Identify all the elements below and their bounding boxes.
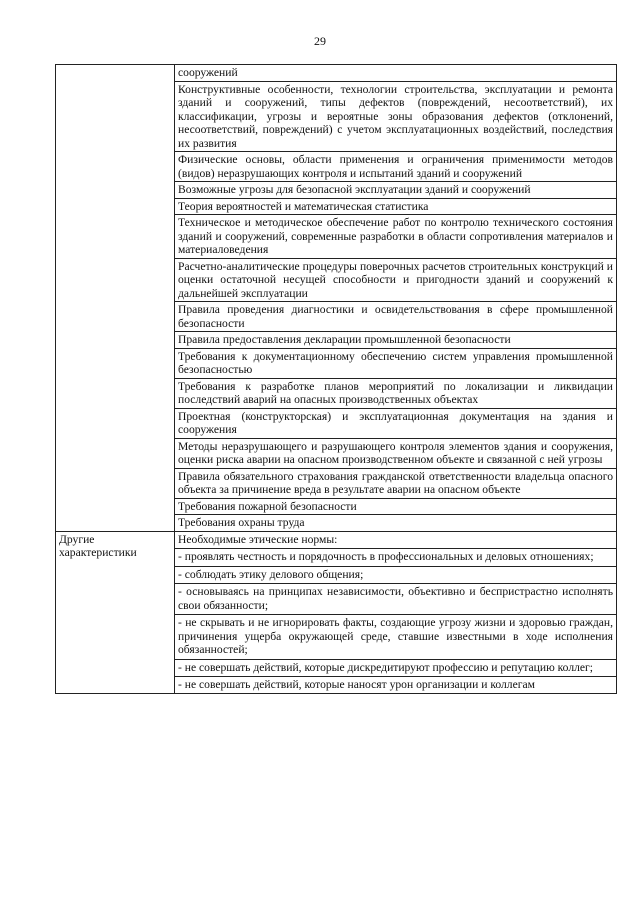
ethics-title: Необходимые этические нормы: (178, 532, 338, 546)
knowledge-item: Возможные угрозы для безопасной эксплуатации зданий и сооружений (175, 182, 617, 199)
knowledge-item: Правила обязательного страхования гражданской ответственности владельца опасного объекта за причинение вреда в результате аварии на опасном объекте (175, 468, 617, 498)
other-characteristics-label: Другие характеристики (56, 531, 175, 693)
ethics-item: - не скрывать и не игнорировать факты, создающие угрозу жизни и здоровью граждан, причинения ущерба окружающей среде, ставшие известными в ходе исполнения обязанностей; (175, 614, 616, 657)
knowledge-item: Техническое и методическое обеспечение работ по контролю технического состояния зданий и сооружений, современные разработки в области сопротивления материалов и материаловедения (175, 215, 617, 259)
ethics-item: - соблюдать этику делового общения; (175, 566, 616, 582)
knowledge-item: Расчетно-аналитические процедуры поверочных расчетов строительных конструкций и оценки остаточной несущей способности и пригодности зданий и сооружений к дальнейшей эксплуатации (175, 258, 617, 302)
ethics-cell (175, 531, 617, 693)
knowledge-item: Проектная (конструкторская) и эксплуатационная документация на здания и сооружения (175, 408, 617, 438)
knowledge-item: Методы неразрушающего и разрушающего контроля элементов здания и сооружения, оценки риска аварии на опасном производственном объекте и связанной с ней угрозы (175, 438, 617, 468)
ethics-item: - не совершать действий, которые наносят урон организации и коллегам (175, 676, 616, 692)
knowledge-item: Правила проведения диагностики и освидетельствования в сфере промышленной безопасности (175, 302, 617, 332)
ethics-item: - не совершать действий, которые дискредитируют профессию и репутацию коллег; (175, 659, 616, 675)
table-row (56, 531, 617, 693)
knowledge-item: Требования охраны труда (175, 515, 617, 532)
knowledge-label-cell (56, 65, 175, 532)
knowledge-item: Теория вероятностей и математическая статистика (175, 198, 617, 215)
ethics-item: - основываясь на принципах независимости, объективно и беспристрастно исполнять свои обязанности; (175, 583, 616, 612)
knowledge-item: Требования к документационному обеспечению систем управления промышленной безопасностью (175, 348, 617, 378)
table-row (56, 65, 617, 82)
requirements-table (55, 64, 617, 694)
ethics-item: - проявлять честность и порядочность в профессиональных и деловых отношениях; (175, 548, 616, 564)
knowledge-item: Правила предоставления декларации промышленной безопасности (175, 332, 617, 349)
knowledge-item: Физические основы, области применения и ограничения применимости методов (видов) неразрушающих контроля и испытаний зданий и сооружений (175, 152, 617, 182)
knowledge-item: сооружений (175, 65, 617, 82)
knowledge-item: Требования пожарной безопасности (175, 498, 617, 515)
knowledge-item: Требования к разработке планов мероприятий по локализации и ликвидации последствий аварий на опасных производственных объектах (175, 378, 617, 408)
knowledge-item: Конструктивные особенности, технологии строительства, эксплуатации и ремонта зданий и сооружений, типы дефектов (повреждений, несоответствий), их классификации, угрозы и вероятные зоны образования дефектов (отклонений, несоответствий, повреждений) с учетом эксплуатационных воздействий, последствия их развития (175, 81, 617, 152)
page-number: 29 (314, 34, 326, 48)
